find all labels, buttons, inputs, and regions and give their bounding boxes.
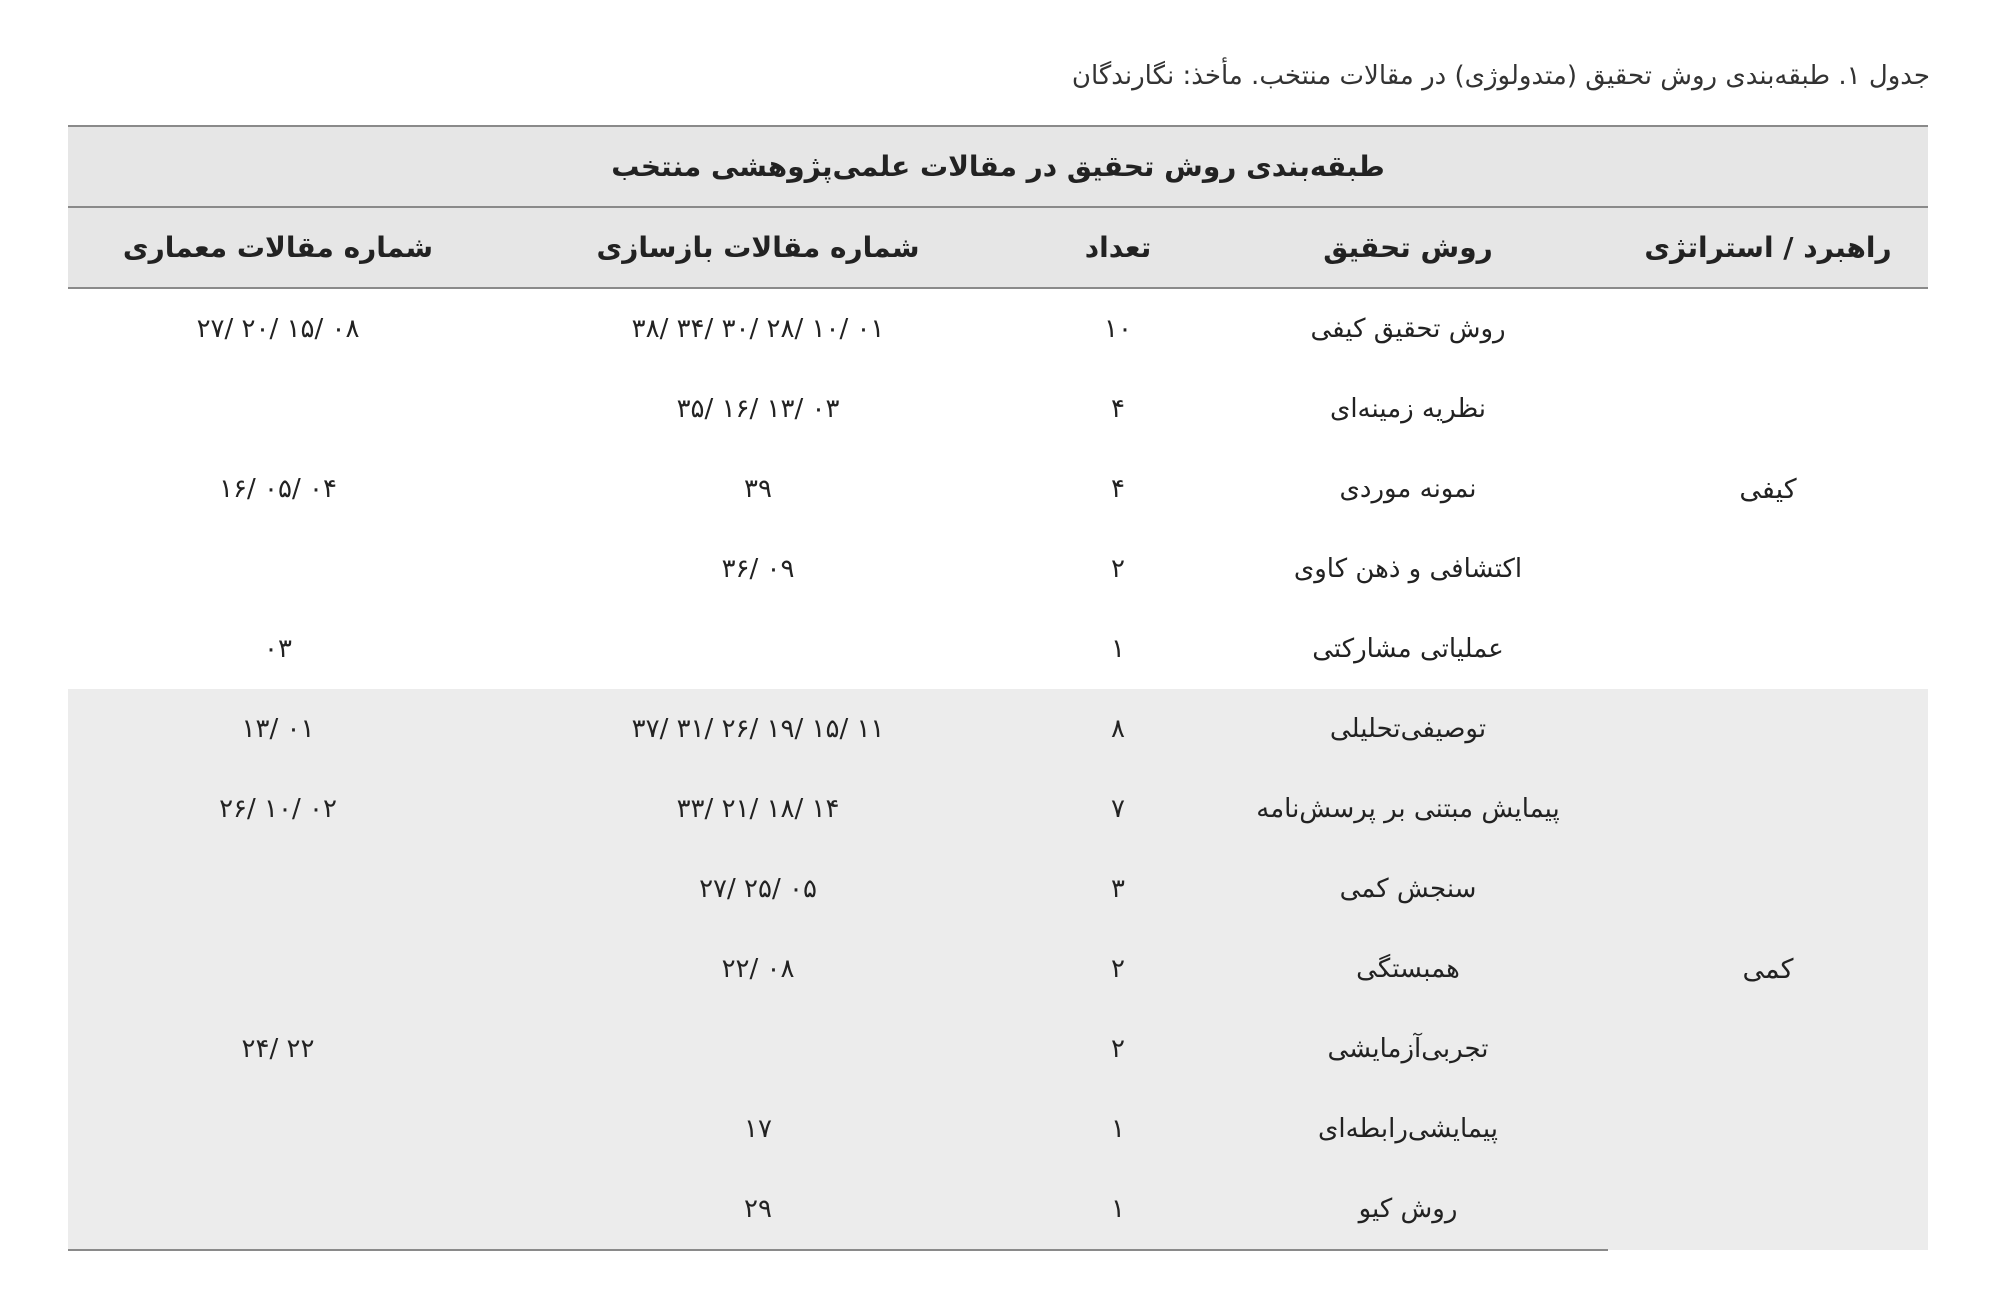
method-cell: توصیفی‌تحلیلی: [1208, 689, 1608, 769]
count-cell: ۳: [1028, 849, 1208, 929]
count-cell: ۱: [1028, 1169, 1208, 1250]
method-cell: عملیاتی مشارکتی: [1312, 634, 1504, 664]
architecture-cell: ۰۲ /۱۰ /۲۶: [68, 769, 488, 849]
count-cell: ۲: [1111, 554, 1125, 584]
table-row: [68, 288, 1928, 369]
architecture-cell: ۲۲ /۲۴: [68, 1009, 488, 1089]
method-cell: پیمایشی‌رابطه‌ای: [1208, 1089, 1608, 1169]
count-cell: ۱: [1028, 1089, 1208, 1169]
restoration-cell: ۳۹: [744, 474, 772, 504]
method-cell: همبستگی: [1208, 929, 1608, 1009]
count-cell: ۴: [1111, 474, 1125, 504]
restoration-cell: ۲۹: [488, 1169, 1028, 1250]
architecture-cell: [68, 1089, 488, 1169]
methodology-table: [68, 125, 1928, 1251]
architecture-cell: ۰۳: [264, 634, 292, 664]
method-cell: روش کیو: [1208, 1169, 1608, 1250]
count-cell: ۸: [1028, 689, 1208, 769]
architecture-cell: [68, 369, 488, 449]
table-caption: جدول ۱. طبقه‌بندی روش تحقیق (متدولوژی) در مقالات منتخب. مأخذ: نگارندگان: [1071, 61, 1930, 91]
header-count: تعداد: [1028, 207, 1208, 288]
restoration-cell: ۱۴ /۱۸ /۲۱ /۳۳: [488, 769, 1028, 849]
method-cell: سنجش کمی: [1208, 849, 1608, 929]
restoration-cell: [488, 1009, 1028, 1089]
architecture-cell: [68, 849, 488, 929]
architecture-cell: ۰۴ /۰۵ /۱۶: [219, 474, 337, 504]
count-cell: ۱۰: [1104, 314, 1132, 344]
method-cell: روش تحقیق کیفی: [1310, 314, 1506, 344]
method-cell: تجربی‌آزمایشی: [1208, 1009, 1608, 1089]
restoration-cell: ۱۷: [488, 1089, 1028, 1169]
architecture-cell: ۰۱ /۱۳: [68, 689, 488, 769]
count-cell: ۴: [1111, 394, 1125, 424]
method-cell: اکتشافی و ذهن کاوی: [1293, 554, 1523, 584]
header-architecture-articles: شماره مقالات معماری: [68, 207, 488, 288]
method-cell: نمونه موردی: [1339, 474, 1477, 504]
header-strategy: راهبرد / استراتژی: [1608, 207, 1928, 288]
restoration-cell: ۰۱ /۱۰ /۲۸ /۳۰ /۳۴ /۳۸: [631, 314, 885, 344]
header-method: روش تحقیق: [1208, 207, 1608, 288]
architecture-cell: [68, 529, 488, 609]
strategy-quantitative: کمی: [1608, 689, 1928, 1250]
count-cell: ۲: [1028, 1009, 1208, 1089]
architecture-cell: ۰۸ /۱۵ /۲۰ /۲۷: [196, 314, 360, 344]
method-cell: نظریه زمینه‌ای: [1329, 394, 1487, 424]
method-cell: پیمایش مبتنی بر پرسش‌نامه: [1208, 769, 1608, 849]
architecture-cell: [68, 1169, 488, 1250]
count-cell: ۱: [1111, 634, 1125, 664]
strategy-qualitative: کیفی: [1739, 473, 1797, 505]
table-title: طبقه‌بندی روش تحقیق در مقالات علمی‌پژوهشی منتخب: [68, 126, 1928, 207]
restoration-cell: ۰۹ /۳۶: [721, 554, 795, 584]
restoration-cell: ۱۱ /۱۵ /۱۹ /۲۶ /۳۱ /۳۷: [488, 689, 1028, 769]
architecture-cell: [68, 929, 488, 1009]
restoration-cell: ۰۸ /۲۲: [488, 929, 1028, 1009]
header-restoration-articles: شماره مقالات بازسازی: [488, 207, 1028, 288]
restoration-cell: ۰۳ /۱۳ /۱۶ /۳۵: [676, 394, 840, 424]
table-row: [68, 689, 1928, 769]
restoration-cell: ۰۵ /۲۵ /۲۷: [488, 849, 1028, 929]
restoration-cell: [488, 609, 1028, 689]
count-cell: ۲: [1028, 929, 1208, 1009]
count-cell: ۷: [1028, 769, 1208, 849]
